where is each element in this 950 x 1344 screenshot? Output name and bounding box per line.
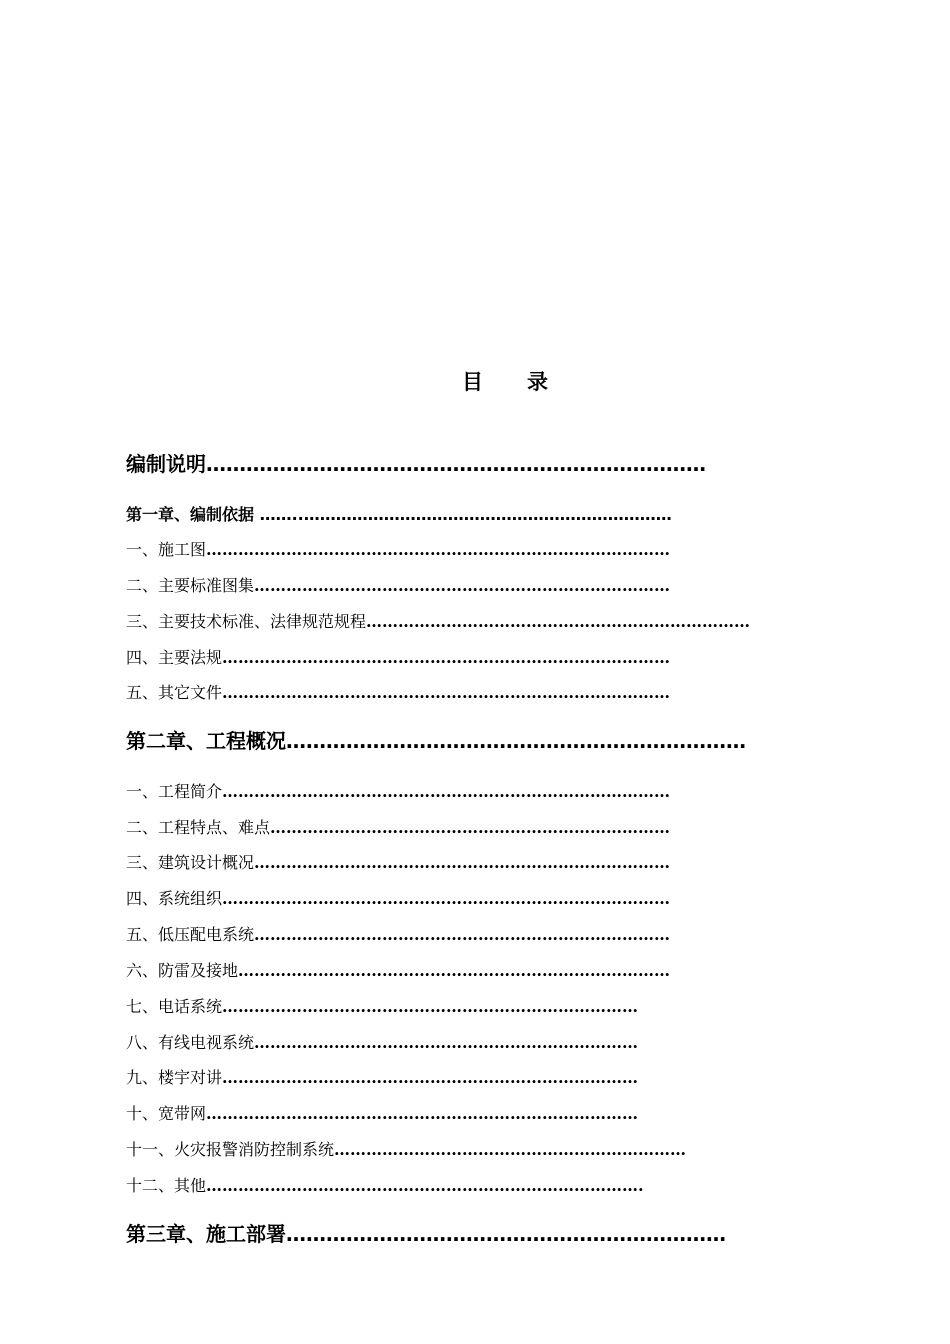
toc-entry-label: 九、楼宇对讲 (126, 1068, 223, 1087)
toc-leader-dots: …………………………………………………………………………… (206, 540, 671, 559)
toc-leader-dots: ………………………………………………………………………… (222, 782, 671, 801)
title-char-left: 目 (462, 370, 483, 394)
toc-leader-dots: ……………………………………………………………………… (238, 961, 671, 980)
toc-leader-dots: ………………………………………………………………………. (206, 1176, 644, 1195)
toc-leader-dots: ………………………………………………………… (286, 1222, 726, 1246)
toc-leader-dots: …………………………………………………………………… (254, 853, 671, 872)
toc-entry-label: 一、施工图 (126, 540, 207, 559)
toc-leader-dots: …………………………………………………………………… (222, 1068, 639, 1087)
toc-entry-label: 十二、其他 (126, 1176, 207, 1195)
toc-entry-2-7[interactable] (126, 997, 738, 1016)
toc-leader-dots: ……………………………………………………………… (254, 1033, 639, 1052)
toc-entry-label: 五、低压配电系统 (126, 925, 255, 944)
toc-entry-chapter-2[interactable] (126, 729, 750, 753)
toc-entry-2-11[interactable] (126, 1140, 738, 1159)
title-char-right: 录 (527, 370, 548, 394)
toc-leader-dots: ……………………………………………………………… (366, 612, 751, 631)
toc-leader-dots: ………………………………………………………………… (206, 452, 706, 476)
toc-entry-2-8[interactable] (126, 1033, 738, 1052)
toc-entry-2-4[interactable] (126, 889, 757, 908)
toc-leader-dots: ………………………………………………………………………… (222, 889, 671, 908)
toc-entry-label: 八、有线电视系统 (126, 1033, 255, 1052)
toc-leader-dots: …………………………………………………………………… (254, 925, 671, 944)
toc-entry-label: 三、建筑设计概况 (126, 853, 255, 872)
toc-entry-2-1[interactable] (126, 782, 757, 801)
toc-entry-1-2[interactable] (126, 576, 757, 595)
toc-entry-label: 编制说明 (126, 452, 206, 476)
toc-entry-label: 七、电话系统 (126, 997, 223, 1016)
toc-leader-dots: …………………………………………………………………… (222, 997, 639, 1016)
toc-entry-1-1[interactable] (126, 540, 757, 559)
toc-leader-dots: ………………………………………………………… (334, 1140, 687, 1159)
toc-leader-dots: ……………………………………………………………………… (206, 1104, 639, 1123)
toc-entry-2-2[interactable] (126, 818, 757, 837)
toc-entry-chapter-3[interactable] (126, 1222, 726, 1246)
toc-entry-label: 四、系统组织 (126, 889, 223, 908)
toc-entry-label: 六、防雷及接地 (126, 961, 239, 980)
toc-entry-2-10[interactable] (126, 1104, 738, 1123)
page-title (0, 366, 950, 396)
toc-leader-dots: …………………………………………………………… (286, 729, 746, 753)
toc-entry-label: 三、主要技术标准、法律规范规程 (126, 612, 367, 631)
toc-leader-dots: ………………………………………………………………………… (222, 683, 671, 702)
toc-entry-label: 第三章、施工部署 (126, 1222, 286, 1246)
toc-entry-label: 十、宽带网 (126, 1104, 207, 1123)
toc-entry-label: 二、工程特点、难点 (126, 818, 271, 837)
toc-entry-1-4[interactable] (126, 648, 757, 667)
toc-entry-label: 四、主要法规 (126, 648, 223, 667)
toc-entry-label: 五、其它文件 (126, 683, 223, 702)
toc-entry-label: 十一、火灾报警消防控制系统 (126, 1140, 335, 1159)
toc-entry-1-3[interactable] (126, 612, 795, 631)
toc-entry-preface[interactable] (126, 452, 750, 476)
toc-leader-dots: ………………………………………………………………………… (222, 648, 671, 667)
toc-leader-dots: ………………………………………………………………… (270, 818, 671, 837)
toc-entry-label: 第二章、工程概况 (126, 729, 286, 753)
toc-entry-label: 二、主要标准图集 (126, 576, 255, 595)
toc-entry-2-6[interactable] (126, 961, 757, 980)
toc-entry-2-12[interactable] (126, 1176, 742, 1195)
toc-entry-label: 第一章、编制依据 (126, 505, 255, 524)
toc-leader-dots: …………………………………………………………………… (254, 576, 671, 595)
toc-entry-2-3[interactable] (126, 853, 757, 872)
toc-entry-2-9[interactable] (126, 1068, 738, 1087)
toc-entry-1-5[interactable] (126, 683, 757, 702)
toc-entry-label: 一、工程简介 (126, 782, 223, 801)
toc-leader-dots: ……..…………………………………………………………… (254, 505, 672, 524)
toc-entry-2-5[interactable] (126, 925, 757, 944)
toc-entry-chapter-1[interactable] (126, 505, 738, 524)
